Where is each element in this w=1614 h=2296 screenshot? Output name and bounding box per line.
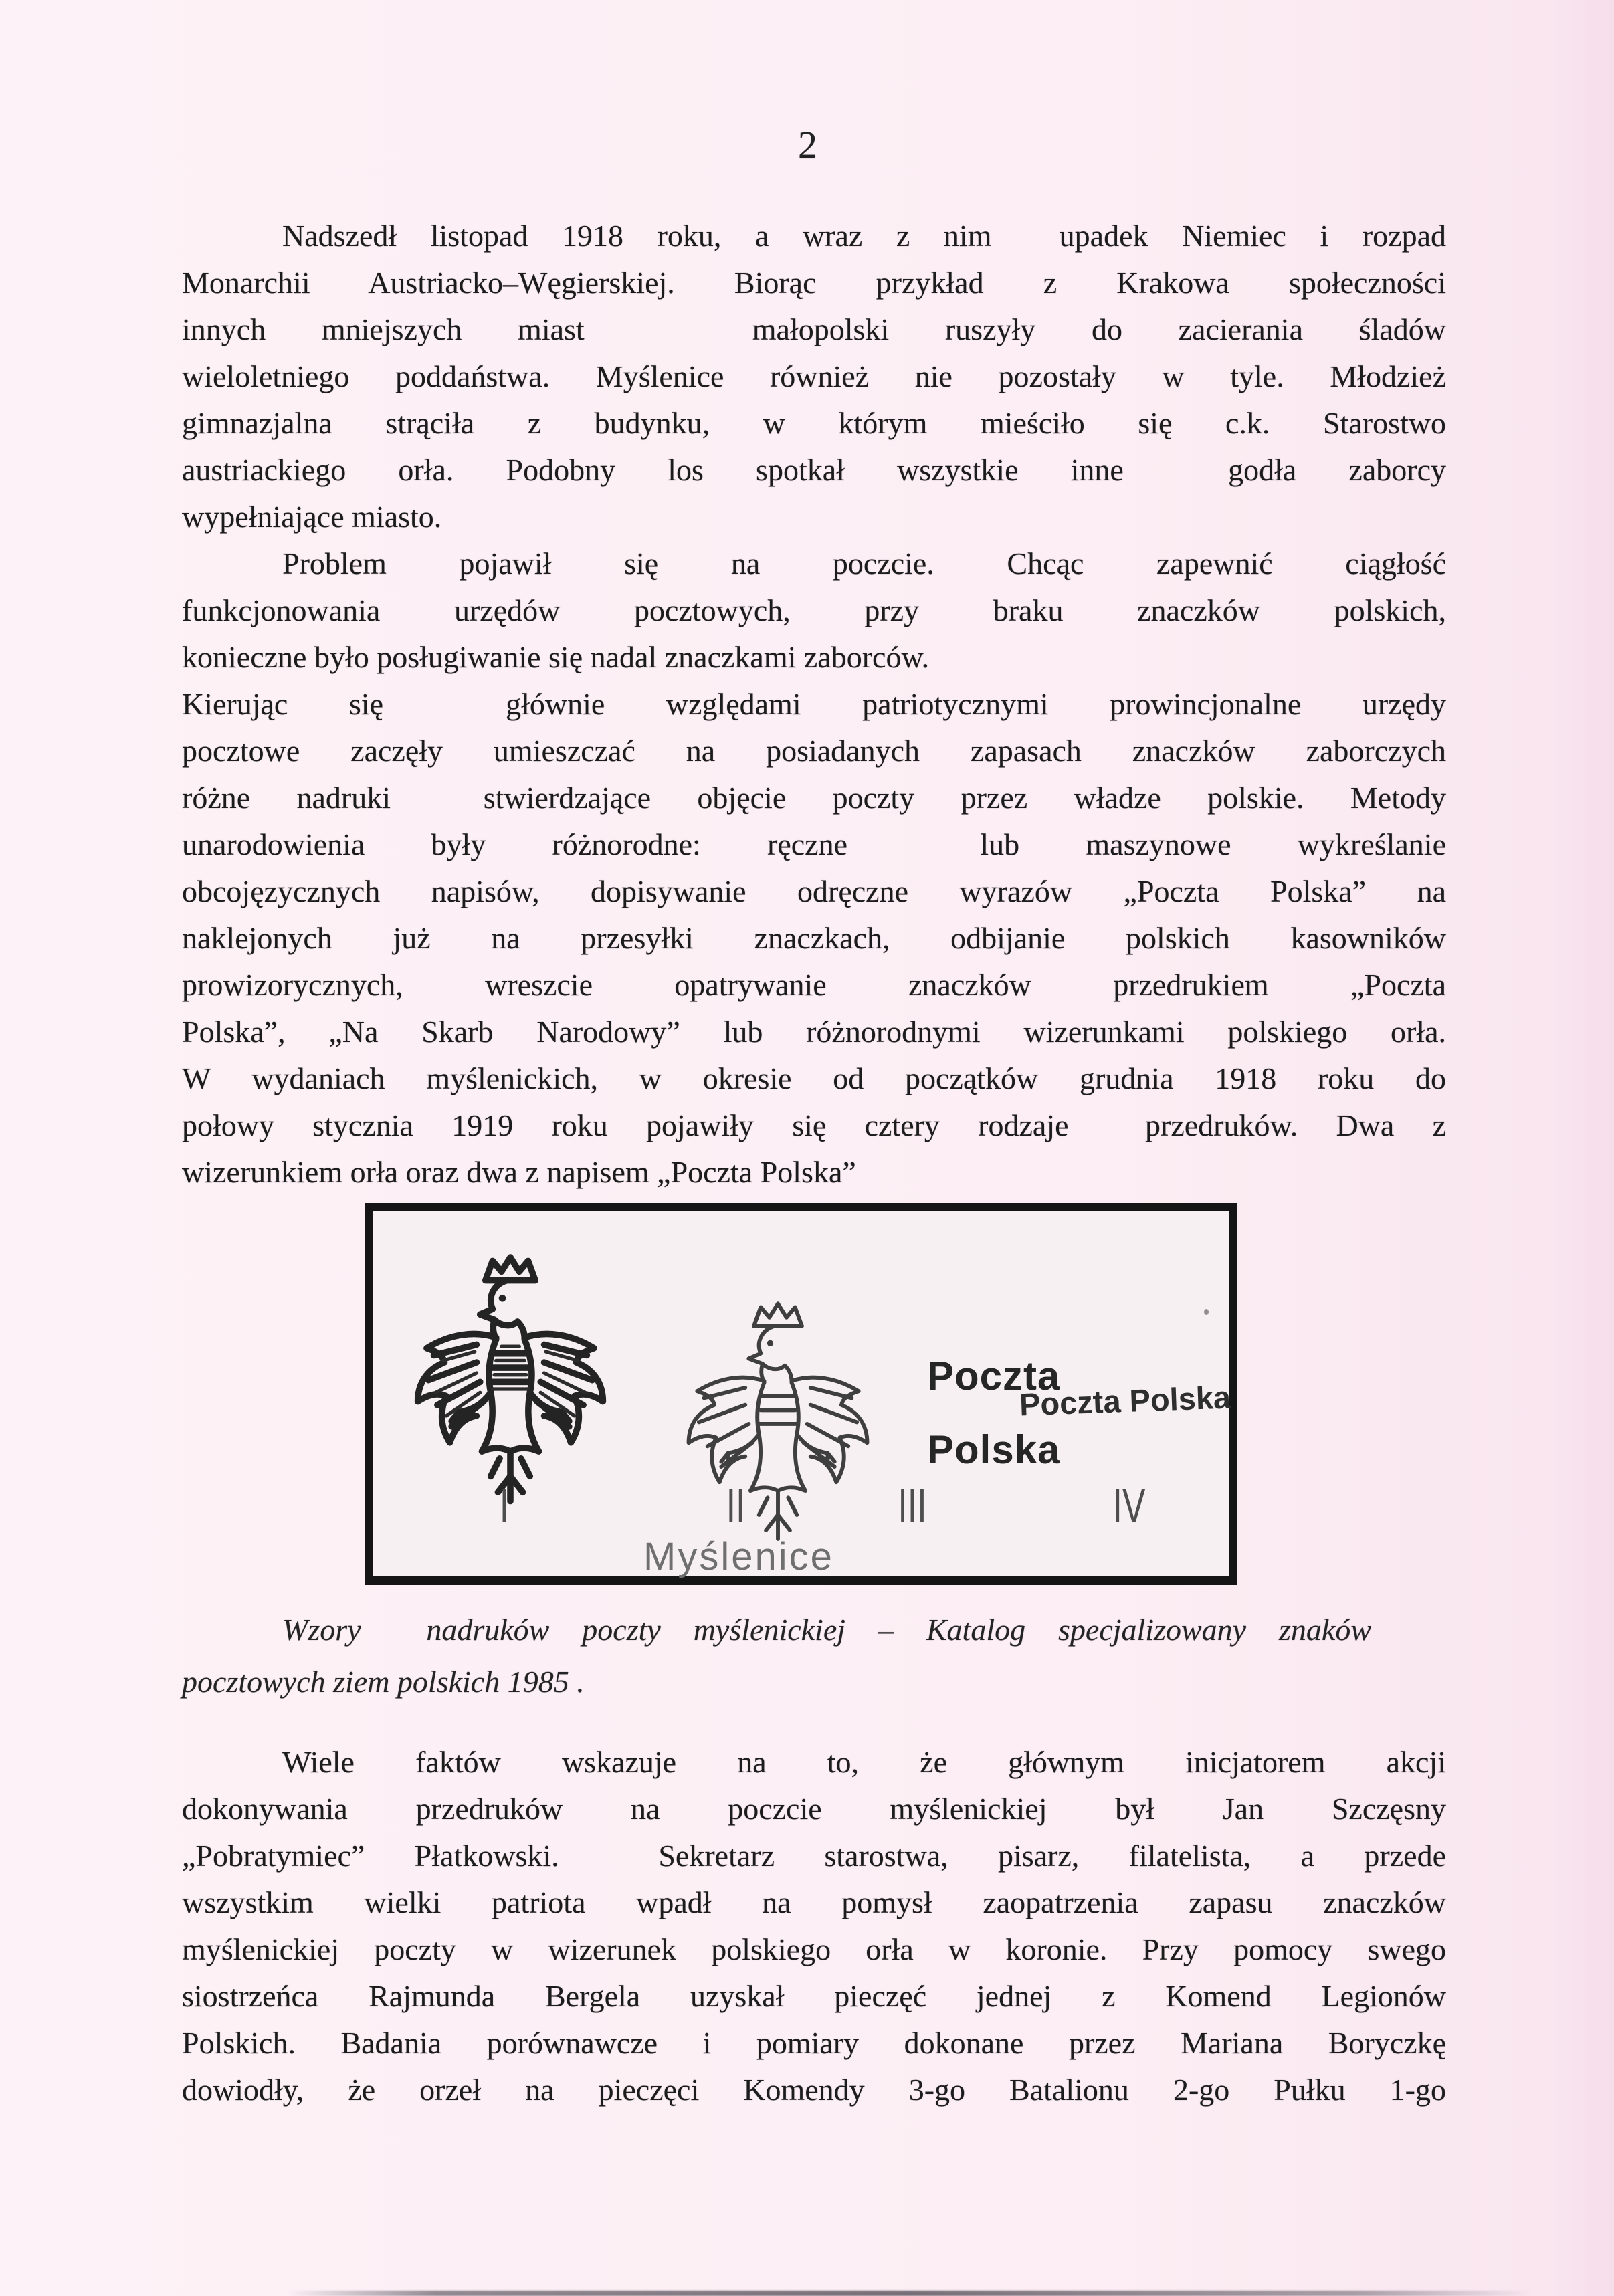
- text-line: Monarchii Austriacko–Węgierskiej. Biorąc przykład z Krakowa społeczności: [182, 266, 1446, 300]
- text-line: unarodowienia były różnorodne: ręczne lub maszynowe wykreślanie: [182, 827, 1446, 861]
- paragraph: [182, 540, 1446, 681]
- text-line: dowiodły, że orzeł na pieczęci Komendy 3-go Batalionu 2-go Pułku 1-go: [182, 2073, 1446, 2107]
- text-line: różne nadruki stwierdzające objęcie poczty przez władze polskie. Metody: [182, 780, 1446, 815]
- paragraph: [182, 213, 1446, 540]
- text-line: wizerunkiem orła oraz dwa z napisem „Poczta Polska”: [182, 1155, 856, 1189]
- text-line: Wiele faktów wskazuje na to, że głównym inicjatorem akcji: [282, 1745, 1446, 1779]
- paragraph: [182, 681, 1446, 1196]
- text-line: prowizorycznych, wreszcie opatrywanie znaczków przedrukiem „Poczta: [182, 968, 1446, 1002]
- closing-text-block: [182, 1739, 1446, 2113]
- overprint-iii-line1: Poczta: [927, 1354, 1061, 1398]
- page-number: 2: [798, 123, 817, 167]
- figure-inner: [373, 1211, 1229, 1576]
- numeral-ii: II: [726, 1479, 746, 1533]
- text-line: siostrzeńca Rajmunda Bergela uzyskał pieczęć jednej z Komend Legionów: [182, 1979, 1446, 2013]
- text-line: myślenickiej poczty w wizerunek polskiego orła w koronie. Przy pomocy swego: [182, 1932, 1446, 1966]
- numeral-i: I: [499, 1479, 510, 1533]
- overprint-iii-line2: Polska: [927, 1427, 1061, 1472]
- text-line: wypełniające miasto.: [182, 500, 442, 534]
- text-line: „Pobratymiec” Płatkowski. Sekretarz starostwa, pisarz, filatelista, a przede: [182, 1839, 1446, 1873]
- figure-caption: [182, 1604, 1371, 1708]
- text-line: Kierując się głównie względami patriotycznymi prowincjonalne urzędy: [182, 687, 1446, 721]
- text-line: naklejonych już na przesyłki znaczkach, odbijanie polskich kasowników: [182, 921, 1446, 955]
- text-line: pocztowe zaczęły umieszczać na posiadanych zapasach znaczków zaborczych: [182, 734, 1446, 768]
- scan-edge-artifact: [288, 2291, 1532, 2296]
- text-line: konieczne było posługiwanie się nadal znaczkami zaborców.: [182, 640, 930, 674]
- text-line: innych mniejszych miast małopolski ruszyły do zacierania śladów: [182, 312, 1446, 346]
- scan-speck: [1204, 1309, 1209, 1315]
- text-line: funkcjonowania urzędów pocztowych, przy braku znaczków polskich,: [182, 593, 1446, 627]
- text-line: wszystkim wielki patriota wpadł na pomysł zaopatrzenia zapasu znaczków: [182, 1885, 1446, 1919]
- numeral-iii: III: [898, 1479, 927, 1533]
- text-line: austriackiego orła. Podobny los spotkał wszystkie inne godła zaborcy: [182, 453, 1446, 487]
- text-line: połowy stycznia 1919 roku pojawiły się cztery rodzaje przedruków. Dwa z: [182, 1108, 1446, 1142]
- eagle-overprint-i-image: [400, 1237, 621, 1531]
- eagle-overprint-ii-image: [654, 1297, 902, 1554]
- text-line: gimnazjalna strąciła z budynku, w którym mieściło się c.k. Starostwo: [182, 406, 1446, 440]
- numeral-iv: IV: [1112, 1479, 1146, 1533]
- overprint-iv-text: Poczta Polska: [1019, 1379, 1231, 1423]
- text-line: pocztowych ziem polskich 1985 .: [182, 1665, 585, 1699]
- text-line: W wydaniach myślenickich, w okresie od początków grudnia 1918 roku do: [182, 1061, 1446, 1095]
- body-text-block: [182, 213, 1446, 1196]
- location-label: Myślenice: [643, 1535, 834, 1578]
- stamp-overprint-figure: [365, 1203, 1237, 1585]
- text-line: Polskich. Badania porównawcze i pomiary dokonane przez Mariana Boryczkę: [182, 2026, 1446, 2060]
- paragraph: [182, 1739, 1446, 2113]
- text-line: dokonywania przedruków na poczcie myślenickiej był Jan Szczęsny: [182, 1792, 1446, 1826]
- text-line: wieloletniego poddaństwa. Myślenice również nie pozostały w tyle. Młodzież: [182, 359, 1446, 393]
- text-line: Wzory nadruków poczty myślenickiej – Katalog specjalizowany znaków: [282, 1612, 1371, 1647]
- text-line: Nadszedł listopad 1918 roku, a wraz z nim upadek Niemiec i rozpad: [282, 219, 1446, 253]
- text-line: Problem pojawił się na poczcie. Chcąc zapewnić ciągłość: [282, 546, 1446, 581]
- text-line: obcojęzycznych napisów, dopisywanie odręczne wyrazów „Poczta Polska” na: [182, 874, 1446, 908]
- text-line: Polska”, „Na Skarb Narodowy” lub różnorodnymi wizerunkami polskiego orła.: [182, 1015, 1446, 1049]
